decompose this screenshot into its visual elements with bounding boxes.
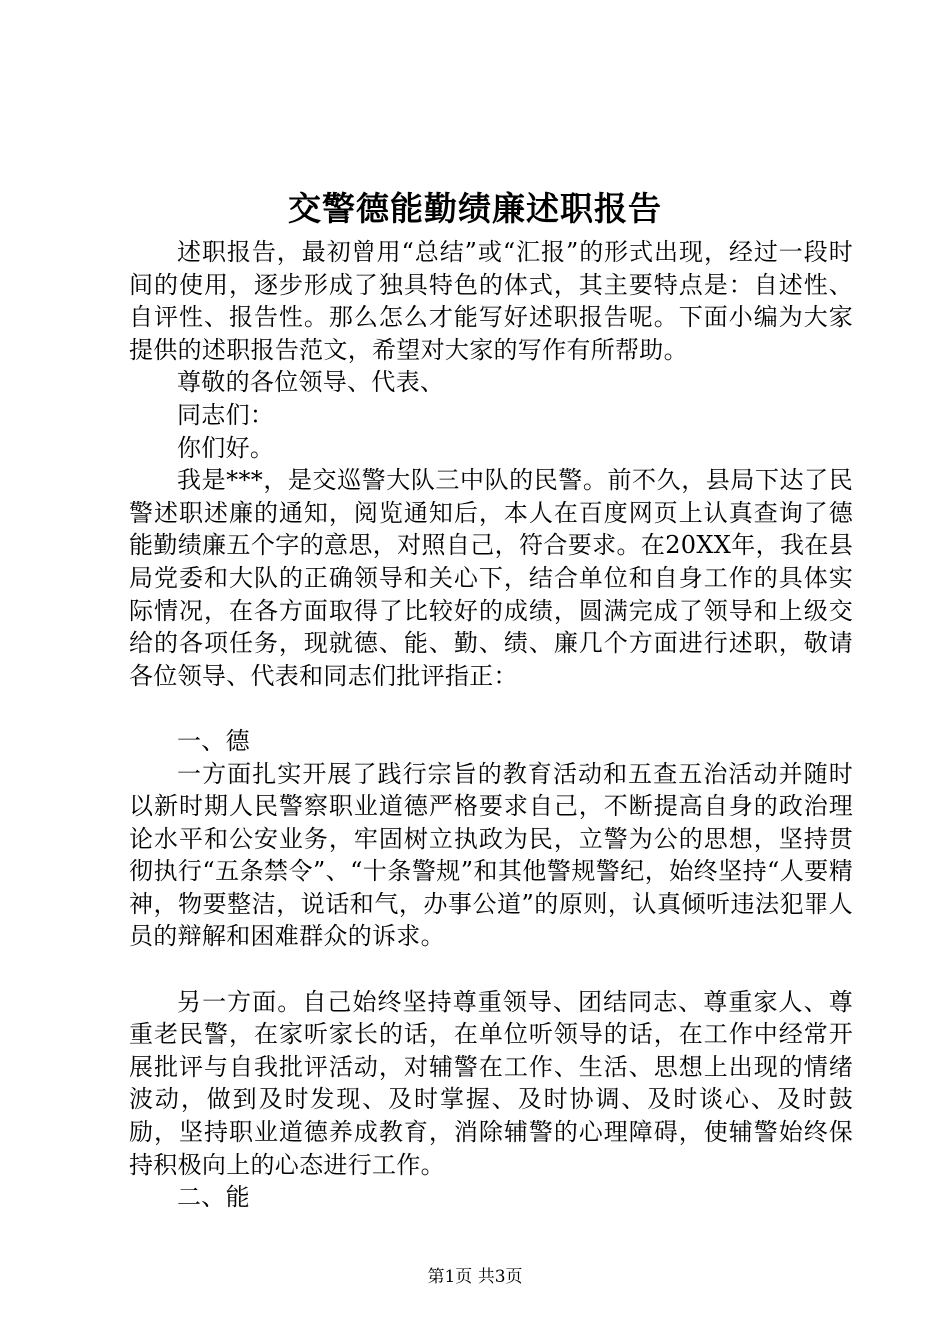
salutation-line-1: 尊敬的各位领导、代表、 [177, 368, 445, 397]
de-paragraph-2: 另一方面。自己始终坚持尊重领导、团结同志、尊重家人、尊重老民警，在家听家长的话，在单位听领导的话，在工作中经常开展批评与自我批评活动，对辅警在工作、生活、思想上出现的情绪波动，做到及时发现、及时掌握、及时协调、及时谈心、及时鼓励，坚持职业道德养成教育，消除辅警的心理障碍，使辅警始终保持积极向上的心态进行工作。 [129, 987, 853, 1179]
greeting-line: 你们好。 [177, 433, 275, 462]
intro-paragraph: 述职报告，最初曾用“总结”或“汇报”的形式出现，经过一段时间的使用，逐步形成了独具特色的体式，其主要特点是：自述性、自评性、报告性。那么怎么才能写好述职报告呢。下面小编为大家提供的述职报告范文，希望对大家的写作有所帮助。 [129, 238, 853, 364]
blank-line [129, 692, 853, 725]
section-heading-neng: 二、能 [177, 1183, 250, 1212]
document-body [129, 236, 853, 1214]
document-title: 交警德能勤绩廉述职报告 [288, 189, 662, 228]
blank-line [129, 953, 853, 986]
page-footer: 第1页 共3页 [427, 1267, 523, 1287]
salutation-line-2: 同志们： [177, 400, 275, 429]
self-introduction-paragraph: 我是***，是交巡警大队三中队的民警。前不久，县局下达了民警述职述廉的通知，阅览通知后，本人在百度网页上认真查询了德能勤绩廉五个字的意思，对照自己，符合要求。在20XX年，我在县局党委和大队的正确领导和关心下，结合单位和自身工作的具体实际情况，在各方面取得了比较好的成绩，圆满完成了领导和上级交给的各项任务，现就德、能、勤、绩、廉几个方面进行述职，敬请各位领导、代表和同志们批评指正： [129, 466, 853, 690]
section-heading-de: 一、德 [177, 726, 250, 755]
de-paragraph-1: 一方面扎实开展了践行宗旨的教育活动和五查五治活动并随时以新时期人民警察职业道德严格要求自己，不断提高自身的政治理论水平和公安业务，牢固树立执政为民，立警为公的思想，坚持贯彻执行“五条禁令”、“十条警规”和其他警规警纪，始终坚持“人要精神，物要整洁，说话和气，办事公道”的原则，认真倾听违法犯罪人员的辩解和困难群众的诉求。 [129, 759, 853, 951]
